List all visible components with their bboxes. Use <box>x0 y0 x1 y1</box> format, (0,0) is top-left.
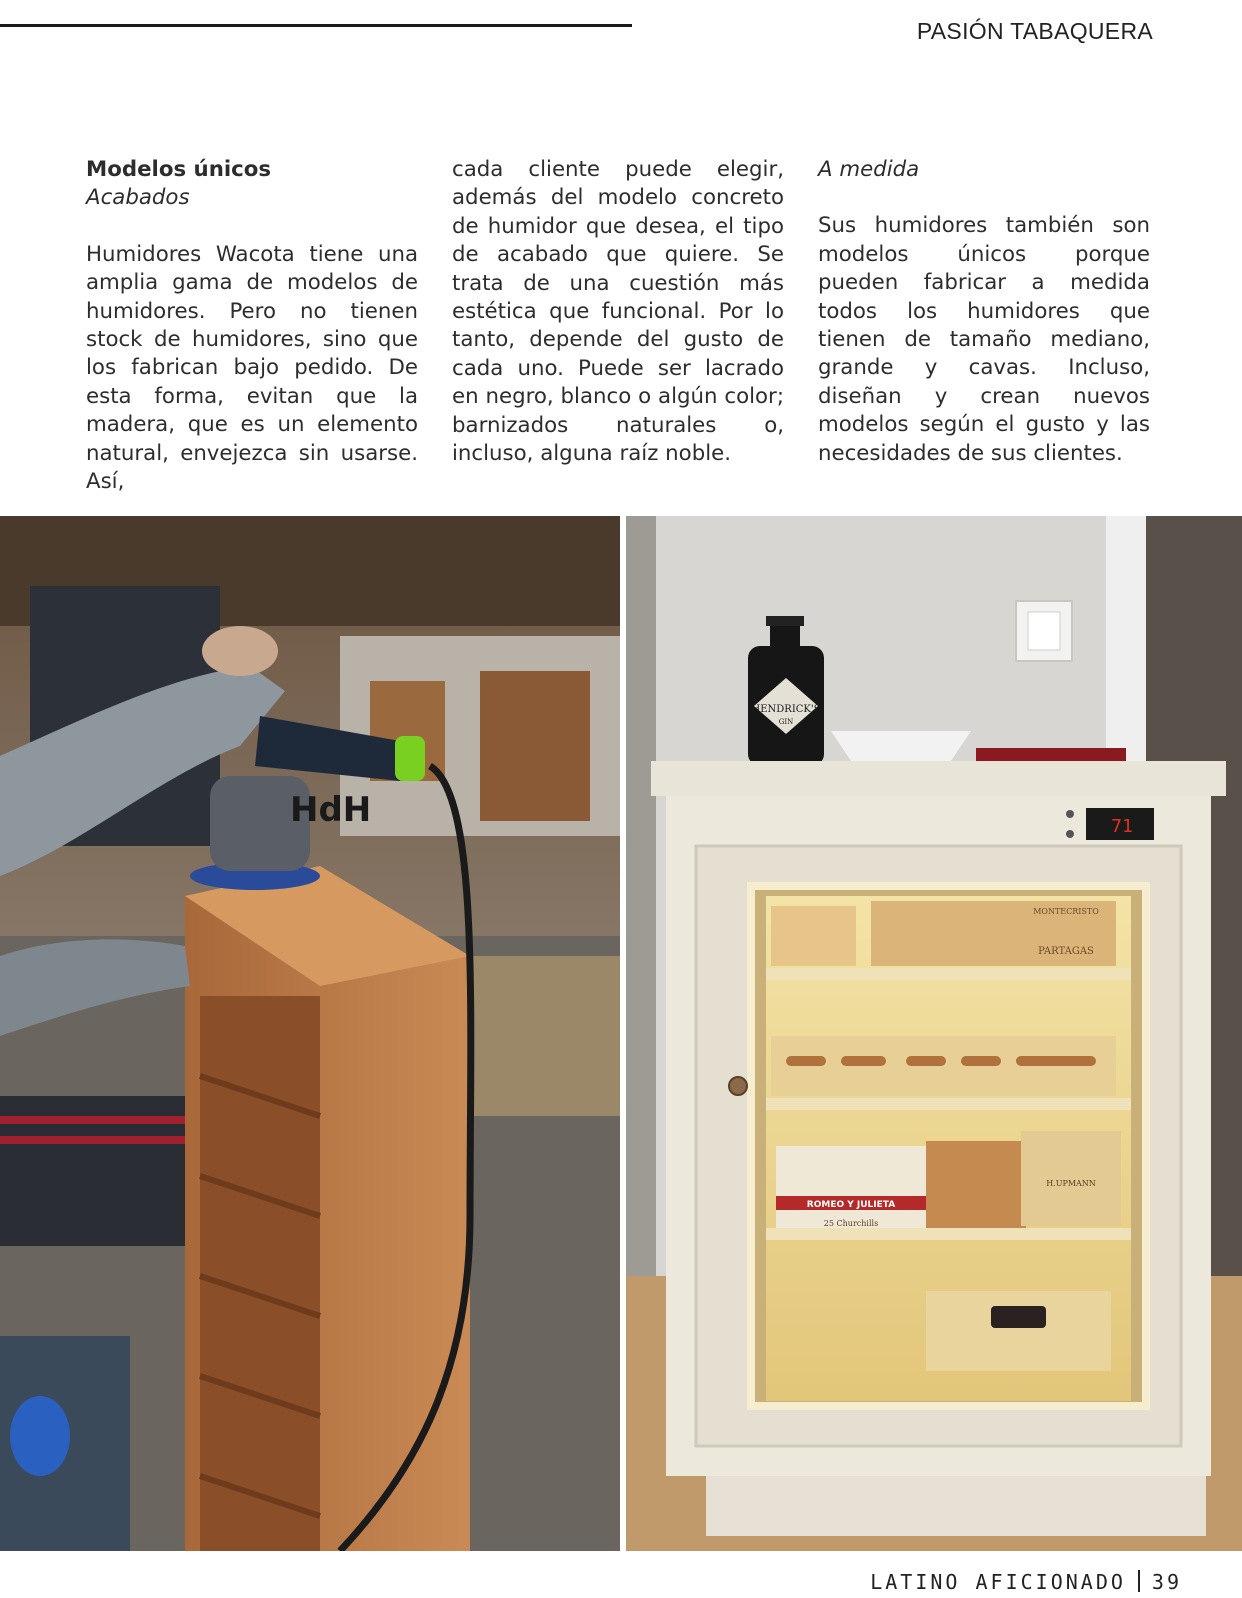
body-paragraph: cada cliente puede elegir, además del modelo concreto de humidor que desea, el tipo de acabado que quiere. Se trata de una cuestión más estética que funcional. Por lo tanto, depende del gusto de cada uno. Puede ser lacrado en negro, blanco o algún color; barnizados naturales o, incluso, alguna raíz noble. <box>452 157 784 467</box>
body-paragraph: Sus humidores también son modelos únicos porque pueden fabricar a medida todos los humidores que tienen de tamaño mediano, grande y cavas. Incluso, diseñan y crean nuevos modelos según el gusto y las necesidades de sus clientes. <box>818 213 1150 466</box>
thermostat-readout: 71 <box>1111 816 1133 837</box>
box-label: H.UPMANN <box>1046 1179 1096 1188</box>
bottle-sub-label: GIN <box>778 718 794 726</box>
workshop-photo <box>0 516 620 1551</box>
humidor-photo <box>626 516 1242 1551</box>
bottle-label: HENDRICK'S <box>751 704 821 715</box>
section-subheading: A medida <box>818 157 920 182</box>
box-label: PARTAGAS <box>1038 946 1094 957</box>
text-column-2 <box>452 156 784 468</box>
box-label: ROMEO Y JULIETA <box>806 1200 896 1210</box>
magazine-name: LATINO AFICIONADO <box>870 1570 1126 1594</box>
footer-separator <box>1138 1570 1140 1592</box>
page-number: 39 <box>1151 1570 1182 1594</box>
page-footer <box>870 1570 1182 1594</box>
workshop-illustration <box>0 516 620 1551</box>
text-column-3 <box>818 156 1150 468</box>
humidor-illustration <box>626 516 1242 1551</box>
box-label: MONTECRISTO <box>1033 907 1099 916</box>
section-header: PASIÓN TABAQUERA <box>916 18 1153 44</box>
body-paragraph: Humidores Wacota tiene una amplia gama de modelos de humidores. Pero no tienen stock de humidores, sino que los fabrican bajo pedido. De esta forma, evitan que la madera, que es un elemento natural, envejezca sin usarse. Así, <box>86 241 418 495</box>
tool-mark: HdH <box>290 790 372 830</box>
box-label: 25 Churchills <box>823 1219 879 1228</box>
section-subheading: Acabados <box>86 185 190 211</box>
section-heading: Modelos únicos <box>86 157 272 182</box>
top-rule <box>0 24 632 27</box>
text-column-1 <box>86 156 418 496</box>
